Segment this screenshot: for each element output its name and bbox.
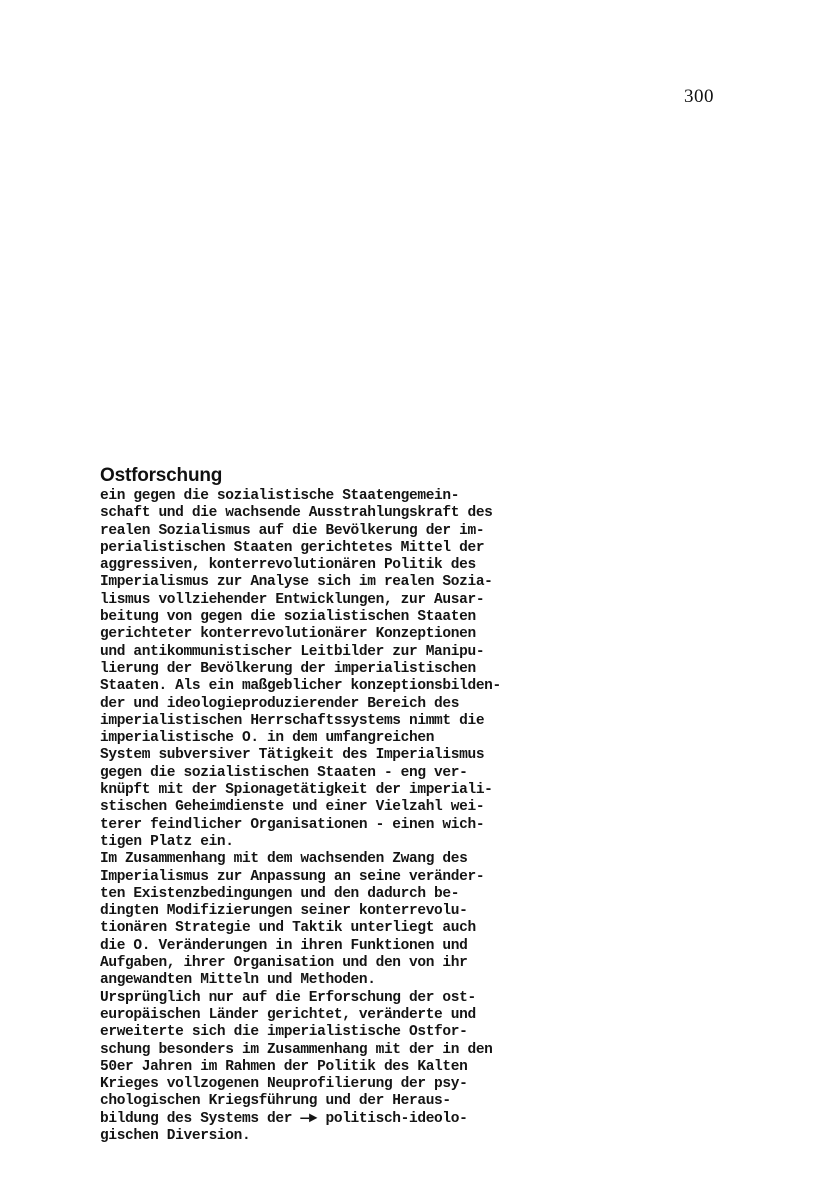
- entry-line: terer feindlicher Organisationen - einen wich-: [100, 816, 485, 833]
- bleed-line: [100, 423, 580, 440]
- entry-line: gischen Diversion.: [100, 1127, 251, 1144]
- entry-line: beitung von gegen die sozialistischen Staaten: [100, 609, 476, 626]
- entry-line: Aufgaben, ihrer Organisation und den von ihr: [100, 955, 468, 972]
- entry-line: die O. Veränderungen in ihren Funktionen und: [100, 937, 468, 954]
- dictionary-entry: [100, 464, 580, 1145]
- entry-line: 50er Jahren im Rahmen der Politik des Kalten: [100, 1058, 468, 1075]
- entry-line: erweiterte sich die imperialistische Ostfor-: [100, 1024, 468, 1041]
- entry-line: schaft und die wachsende Ausstrahlungskraft des: [100, 505, 493, 522]
- entry-line: ein gegen die sozialistische Staatengemein-: [100, 488, 460, 504]
- entry-line: gegen die sozialistischen Staaten - eng ver-: [100, 764, 468, 781]
- entry-line: imperialistischen Herrschaftssystems nimmt die: [100, 712, 485, 729]
- entry-line: angewandten Mitteln und Methoden.: [100, 972, 376, 989]
- entry-line: aggressiven, konterrevolutionären Politik des: [100, 557, 476, 574]
- entry-line: dingten Modifizierungen seiner konterrevolu-: [100, 903, 468, 920]
- entry-line: perialistischen Staaten gerichtetes Mittel der: [100, 539, 485, 556]
- entry-line: gerichteter konterrevolutionärer Konzeptionen: [100, 626, 476, 643]
- entry-line: System subversiver Tätigkeit des Imperialismus: [100, 747, 485, 764]
- entry-line: Krieges vollzogenen Neuprofilierung der psy-: [100, 1076, 468, 1093]
- entry-line: bildung des Systems der —► politisch-ideolo-: [100, 1110, 468, 1127]
- entry-line: lismus vollziehender Entwicklungen, zur Ausar-: [100, 591, 485, 608]
- entry-line: der und ideologieproduzierender Bereich des: [100, 695, 460, 712]
- entry-line: Ursprünglich nur auf die Erforschung der ost-: [100, 989, 476, 1006]
- entry-line: europäischen Länder gerichtet, veränderte und: [100, 1006, 476, 1023]
- entry-line: imperialistische O. in dem umfangreichen: [100, 730, 435, 747]
- entry-line: Staaten. Als ein maßgeblicher konzeptionsbilden-: [100, 678, 501, 695]
- entry-line: knüpft mit der Spionagetätigkeit der imperiali-: [100, 782, 493, 799]
- entry-line: stischen Geheimdienste und einer Vielzahl wei-: [100, 799, 485, 816]
- entry-headword: Ostforschung: [100, 465, 223, 486]
- entry-line: realen Sozialismus auf die Bevölkerung der im-: [100, 522, 485, 539]
- page-number: 300: [684, 86, 714, 107]
- entry-line: und antikommunistischer Leitbilder zur Manipu-: [100, 643, 485, 660]
- entry-line: Imperialismus zur Anpassung an seine veränder-: [100, 868, 485, 885]
- entry-line: chologischen Kriegsführung und der Heraus-: [100, 1093, 451, 1110]
- entry-line: ten Existenzbedingungen und den dadurch be-: [100, 885, 460, 902]
- entry-body: [100, 488, 580, 1145]
- entry-line: tigen Platz ein.: [100, 833, 234, 850]
- entry-line: lierung der Bevölkerung der imperialistischen: [100, 660, 476, 677]
- entry-line: Im Zusammenhang mit dem wachsenden Zwang des: [100, 851, 468, 868]
- entry-line: tionären Strategie und Taktik unterliegt auch: [100, 920, 476, 937]
- entry-line: Imperialismus zur Analyse sich im realen Sozia-: [100, 574, 493, 591]
- entry-line: schung besonders im Zusammenhang mit der in den: [100, 1041, 493, 1058]
- bleed-line: [100, 440, 580, 457]
